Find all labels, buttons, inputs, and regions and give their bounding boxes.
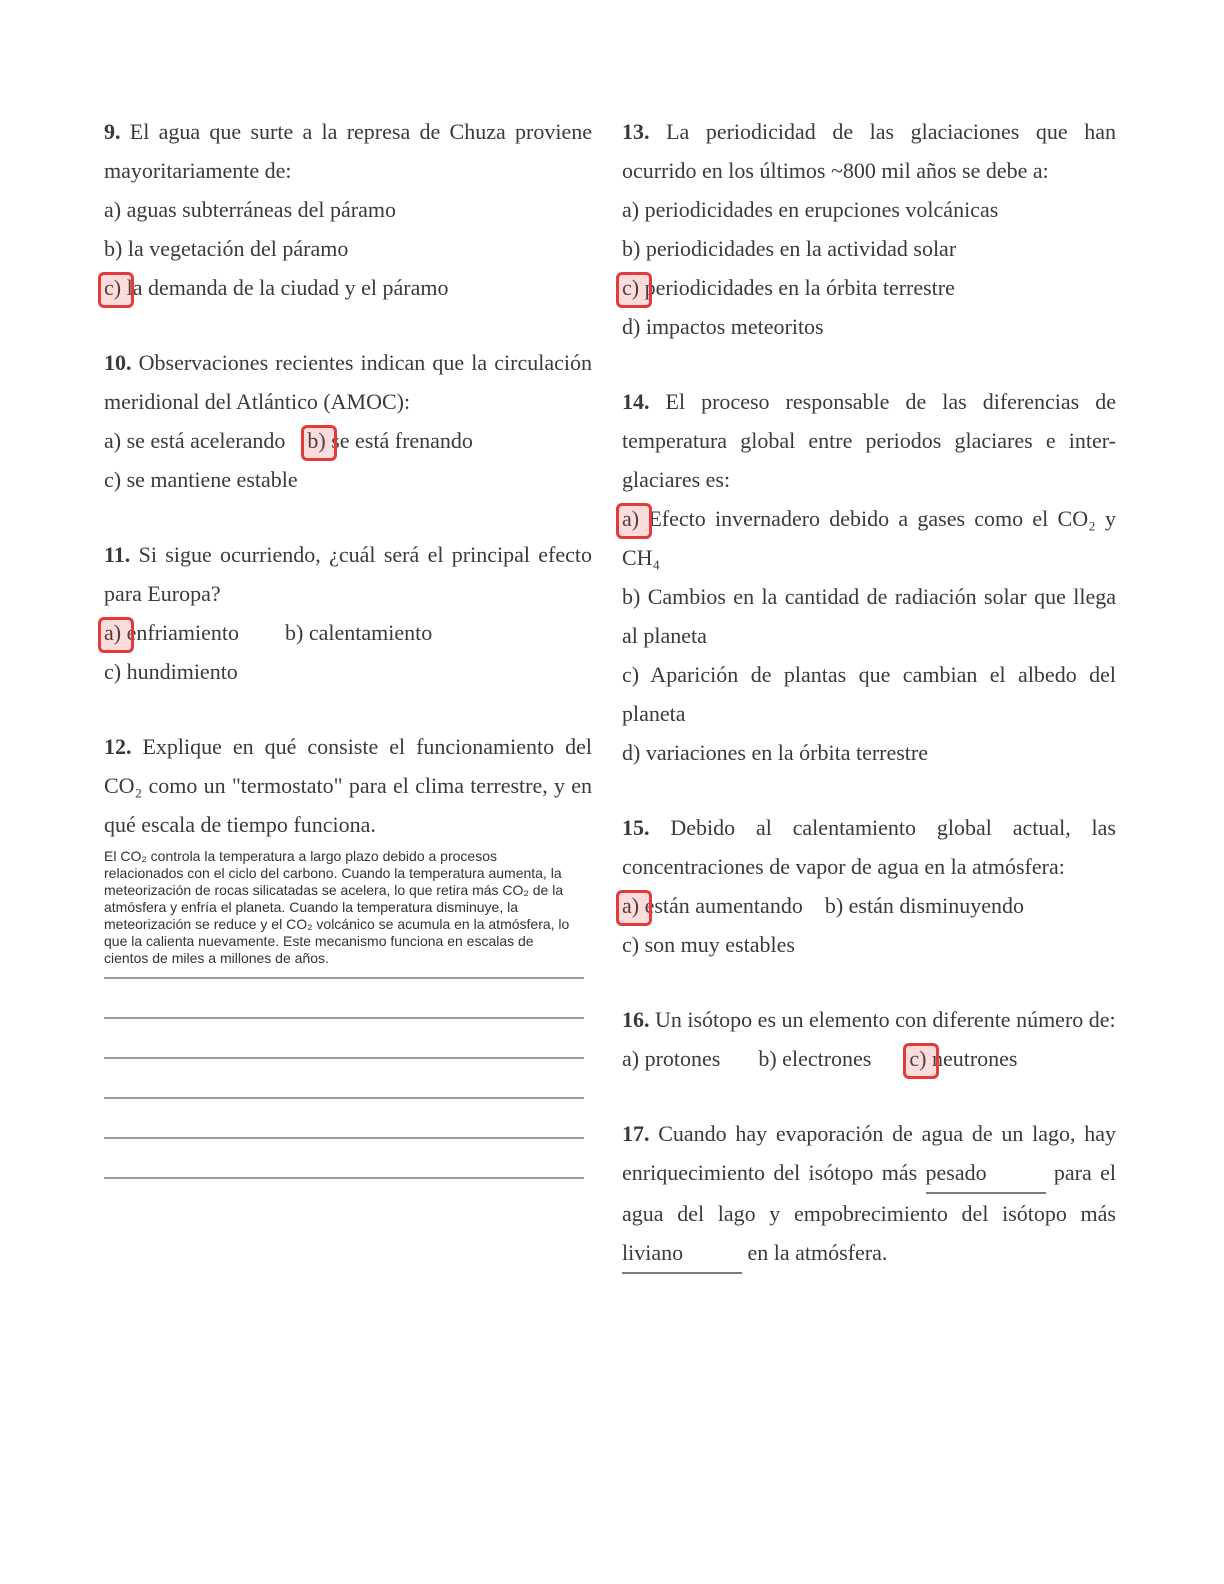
option-b[interactable]: b) periodicidades en la actividad solar	[622, 236, 957, 261]
option-c[interactable]: c) se mantiene estable	[104, 467, 298, 492]
question-17	[622, 1114, 1116, 1274]
question-number: 11.	[104, 542, 131, 567]
question-14	[622, 382, 1116, 772]
question-13	[622, 112, 1116, 346]
option-a[interactable]: a) periodicidades en erupciones volcánicas	[622, 197, 999, 222]
question-15	[622, 808, 1116, 964]
selected-option-c[interactable]: c) neutrones	[909, 1039, 1017, 1078]
selected-option-b[interactable]: b) se está frenando	[307, 421, 473, 460]
question-9	[104, 112, 592, 307]
option-d[interactable]: d) variaciones en la órbita terrestre	[622, 740, 929, 765]
option-b[interactable]: b) la vegetación del páramo	[104, 236, 349, 261]
option-c[interactable]: c) son muy estables	[622, 932, 795, 957]
question-12	[104, 727, 592, 967]
option-b[interactable]: b) calentamiento	[285, 620, 433, 645]
question-stem-part: para el agua del lago y empobrecimiento del isótopo más	[622, 1160, 1117, 1226]
answer-line	[104, 1137, 584, 1139]
answer-line	[104, 1177, 584, 1179]
question-number: 10.	[104, 350, 132, 375]
option-a[interactable]: a) se está acelerando	[104, 428, 286, 453]
question-number: 12.	[104, 734, 132, 759]
question-stem: Explique en qué consiste el funcionamiento del CO₂ como un "termostato" para el clima terrestre, y en qué escala de tiempo funciona.	[104, 734, 592, 837]
right-column	[622, 112, 1116, 1310]
question-stem: El agua que surte a la represa de Chuza proviene mayoritariamente de:	[104, 119, 592, 183]
option-c[interactable]: c) hundimiento	[104, 659, 238, 684]
question-11	[104, 535, 592, 691]
question-number: 13.	[622, 119, 650, 144]
question-stem: Cuando hay evaporación de agua de un lago, hay enriquecimiento del isótopo más	[622, 1121, 1116, 1185]
left-column	[104, 112, 592, 1217]
question-stem-part: en la atmósfera.	[747, 1240, 888, 1265]
selected-option-c[interactable]: c) periodicidades en la órbita terrestre	[622, 268, 955, 307]
answer-lines	[104, 977, 592, 1179]
selected-option-c[interactable]: c) la demanda de la ciudad y el páramo	[104, 268, 449, 307]
question-number: 17.	[622, 1121, 650, 1146]
question-stem: Debido al calentamiento global actual, las concentraciones de vapor de agua en la atmósfera:	[622, 815, 1116, 879]
question-number: 14.	[622, 389, 650, 414]
selected-option-a[interactable]: a) están aumentando	[622, 886, 803, 925]
question-number: 9.	[104, 119, 121, 144]
question-stem: Un isótopo es un elemento con diferente número de:	[655, 1007, 1116, 1032]
selected-option-a[interactable]: a) Efecto invernadero debido a gases como el CO₂ y CH₄	[622, 499, 1116, 577]
question-stem: Si sigue ocurriendo, ¿cuál será el principal efecto para Europa?	[104, 542, 592, 606]
selected-option-a[interactable]: a) enfriamiento	[104, 613, 239, 652]
question-number: 15.	[622, 815, 650, 840]
option-c[interactable]: c) Aparición de plantas que cambian el albedo del planeta	[622, 662, 1116, 726]
question-stem: La periodicidad de las glaciaciones que han ocurrido en los últimos ~800 mil años se debe a:	[622, 119, 1116, 183]
question-stem: El proceso responsable de las diferencias de temperatura global entre periodos glaciares e inter-glaciares es:	[622, 389, 1116, 492]
question-stem: Observaciones recientes indican que la circulación meridional del Atlántico (AMOC):	[104, 350, 593, 414]
option-b[interactable]: b) electrones	[758, 1046, 872, 1071]
option-b[interactable]: b) están disminuyendo	[824, 893, 1025, 918]
fill-blank-2[interactable]: liviano	[622, 1233, 742, 1274]
option-b[interactable]: b) Cambios en la cantidad de radiación solar que llega al planeta	[622, 584, 1116, 648]
answer-line	[104, 1057, 584, 1059]
answer-line	[104, 1017, 584, 1019]
option-d[interactable]: d) impactos meteoritos	[622, 314, 824, 339]
option-a[interactable]: a) aguas subterráneas del páramo	[104, 197, 396, 222]
written-answer[interactable]: El CO₂ controla la temperatura a largo plazo debido a procesos relacionados con el ciclo del carbono. Cuando la temperatura aumenta, la meteorización de rocas silicatadas se acelera, lo que retira más CO₂ de la atmósfera y enfría el planeta. Cuando la temperatura disminuye, la meteorización se reduce y el CO₂ volcánico se acumula en la atmósfera, lo que la calienta nuevamente. Este mecanismo funciona en escalas de cientos de miles a millones de años.	[104, 848, 570, 966]
answer-line	[104, 1097, 584, 1099]
question-10	[104, 343, 592, 499]
fill-blank-1[interactable]: pesado	[926, 1153, 1046, 1194]
answer-line	[104, 977, 584, 979]
option-a[interactable]: a) protones	[622, 1046, 721, 1071]
question-16	[622, 1000, 1116, 1078]
question-number: 16.	[622, 1007, 650, 1032]
